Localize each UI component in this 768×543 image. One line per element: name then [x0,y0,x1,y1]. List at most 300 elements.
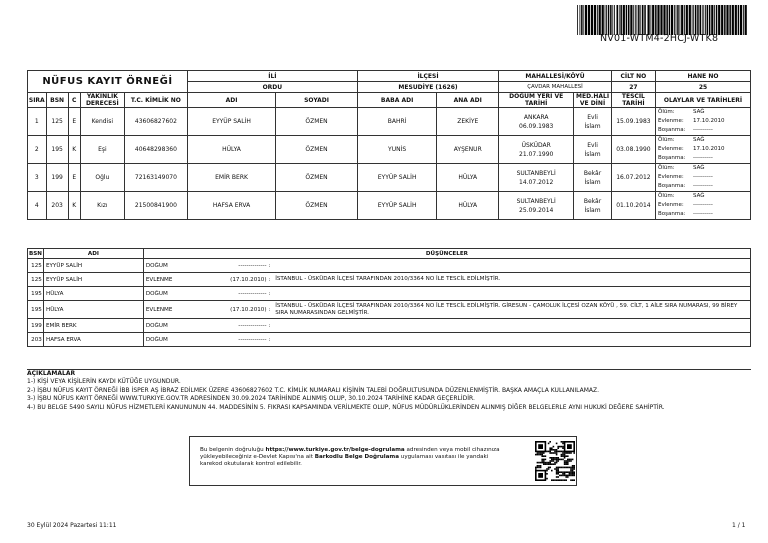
qr-module [557,447,559,449]
cell-tc-no: 72163149070 [124,164,187,192]
marital-status: Bekâr [583,169,602,177]
note-olay: EVLENME [143,301,203,319]
barcode-bar [583,5,584,35]
qr-module [565,479,567,481]
religion: İslam [584,122,601,130]
qr-module [538,467,540,469]
verification-url-link[interactable]: https://www.turkiye.gov.tr/belge-dogrulama [265,447,405,453]
col-adi: ADI [187,93,275,108]
qr-module [562,454,564,456]
qr-module [557,471,559,473]
barcode-bar [638,5,640,35]
explanations-section [27,369,751,412]
barcode-bar [669,5,671,35]
qr-module [561,471,563,473]
cell-ana-adi: AYŞENUR [437,136,499,164]
death-status: SAĞ [692,137,705,143]
cell-tescil: 03.08.1990 [611,136,655,164]
qr-module [541,454,543,456]
barcode-bar [740,5,742,35]
qr-module [556,467,558,469]
barcode-bar [597,5,598,35]
qr-module [546,470,548,472]
qr-module [562,447,564,449]
qr-module [556,449,558,451]
note-adi: EMİR BERK [43,319,143,333]
col-ana: ANA ADI [437,93,499,108]
qr-module [545,459,547,461]
note-bsn: 195 [28,301,44,319]
barcode-bar [651,5,652,35]
notes-table [27,248,751,347]
qr-module [551,460,553,462]
qr-module [572,470,574,472]
note-adi: EYYÜP SALİH [43,273,143,287]
barcode-bar [602,5,604,35]
barcode-bar [711,5,713,35]
marriage-date: 17.10.2010 [692,118,725,124]
qr-module [570,460,572,462]
cell-sira: 2 [28,136,47,164]
divorce-date: ---------- [692,211,713,217]
cell-ana-adi: HÜLYA [437,164,499,192]
qr-module [564,471,566,473]
cell-adi: HAFSA ERVA [187,192,275,220]
qr-module [548,443,550,445]
cell-yakinlik: Eşi [80,136,124,164]
qr-module [572,471,574,473]
cell-bsn: 125 [46,108,68,136]
event-label: Ölüm: [657,165,675,171]
event-label: Boşanma: [657,127,686,133]
barcode-bar [620,5,622,35]
qr-module [561,459,563,461]
qr-module [564,460,566,462]
qr-module [551,452,553,454]
person-row [28,192,751,220]
col-baba: BABA ADI [357,93,436,108]
qr-module [553,459,555,461]
qr-module [570,470,572,472]
qr-module [543,462,545,464]
qr-module [538,444,543,449]
qr-module [535,454,537,456]
cell-tc-no: 40648298360 [124,136,187,164]
col-medeni: MED.HALİ VE DİNİ [574,93,612,108]
note-row [28,273,751,287]
cell-sira: 4 [28,192,47,220]
event-label: Boşanma: [657,211,686,217]
qr-module [557,470,559,472]
qr-module [565,463,567,465]
note-olay: DOĞUM [143,259,203,273]
barcode-bar [660,5,662,35]
qr-module [551,457,553,459]
qr-module [573,475,575,477]
note-adi: EYYÜP SALİH [43,259,143,273]
barcode-bar [680,5,681,35]
qr-module [543,460,545,462]
qr-module [554,457,556,459]
qr-module [549,462,551,464]
cell-medeni [574,108,612,136]
qr-module [565,460,567,462]
event-label: Ölüm: [657,193,675,199]
note-row [28,259,751,273]
note-tarih: -------------- : [203,319,273,333]
qr-module [561,479,563,481]
barcode-bar [599,5,601,35]
barcode-bar [738,5,740,35]
cell-dogum [499,136,574,164]
religion: İslam [584,178,601,186]
cell-tc-no: 21500841900 [124,192,187,220]
barcode-bar [700,5,702,35]
cell-ana-adi: ZEKİYE [437,108,499,136]
person-row [28,136,751,164]
qr-module [570,473,572,475]
notes-col-dusunceler: DÜŞÜNCELER [143,249,750,259]
note-aciklama [273,319,750,333]
qr-module [546,478,548,480]
qr-module [562,451,564,453]
qr-module [564,452,566,454]
qr-module [554,449,556,451]
marriage-date: ---------- [692,174,713,180]
qr-module [564,463,566,465]
qr-module [561,441,563,443]
qr-module [573,452,575,454]
qr-module [562,473,564,475]
qr-module [548,462,550,464]
birth-date: 21.07.1990 [519,150,554,158]
qr-module [565,475,567,477]
barcode-bar [702,5,703,35]
barcode-bar [692,5,693,35]
qr-module [564,473,566,475]
qr-module [561,446,563,448]
qr-module [556,459,558,461]
cell-dogum [499,192,574,220]
qr-module [561,451,563,453]
qr-module [535,467,537,469]
qr-module [556,457,558,459]
qr-module [557,473,559,475]
qr-module [553,479,555,481]
qr-module [541,452,543,454]
note-tarih: (17.10.2010) : [203,301,273,319]
qr-module [572,479,574,481]
barcode-bar [663,5,665,35]
barcode-bar [581,5,583,35]
barcode-bar [612,5,613,35]
event-label: Ölüm: [657,109,675,115]
qr-module [538,454,540,456]
qr-module [567,476,569,478]
qr-module [543,459,545,461]
barcode-bar [714,5,715,35]
qr-module [562,441,564,443]
cell-sira: 3 [28,164,47,192]
qr-module [565,467,567,469]
qr-module [549,449,551,451]
barcode-bar [633,5,634,35]
qr-module [556,460,558,462]
qr-module [556,451,558,453]
qr-module [572,475,574,477]
birth-place: SULTANBEYLİ [516,197,556,205]
qr-module [573,473,575,475]
barcode-bar [605,5,606,35]
birth-date: 14.07.2012 [519,178,554,186]
qr-module [565,455,567,457]
barcode-bar [628,5,630,35]
qr-module [537,465,539,467]
qr-module [572,467,574,469]
qr-module [541,460,543,462]
barcode-bar [614,5,615,35]
verify-text-part: Bu belgenin doğruluğu [200,447,266,453]
birth-date: 06.09.1983 [519,122,554,130]
document-code: NV01-WTM4-2HCJ-WTK8 [600,33,719,44]
barcode-bar [671,5,673,35]
barcode-bar [577,5,578,35]
cell-medeni [574,136,612,164]
note-olay: DOĞUM [143,319,203,333]
qr-module [537,467,539,469]
barcode-bar [718,5,720,35]
qr-module [538,473,543,478]
qr-module [543,463,545,465]
qr-module [572,459,574,461]
marital-status: Evli [587,113,598,121]
cell-cinsiyet: K [68,136,80,164]
qr-module [537,462,539,464]
barcode-bar [674,5,675,35]
barcode-bar [652,5,654,35]
qr-module [538,465,540,467]
barcode-bar [644,5,646,35]
cell-baba-adi: EYYÜP SALİH [357,164,436,192]
qr-module [564,457,566,459]
qr-module [564,462,566,464]
cell-baba-adi: EYYÜP SALİH [357,192,436,220]
qr-module [546,451,548,453]
qr-module [540,462,542,464]
cell-yakinlik: Kızı [80,192,124,220]
cell-soyadi: ÖZMEN [276,164,358,192]
religion: İslam [584,206,601,214]
cell-olaylar [655,192,750,220]
marital-status: Bekâr [583,197,602,205]
barcode-bar [745,5,747,35]
qr-module [545,462,547,464]
qr-module [567,475,569,477]
qr-module [556,462,558,464]
qr-module [549,451,551,453]
barcode-bar [709,5,711,35]
qr-module [562,459,564,461]
qr-module [573,479,575,481]
cilt-label: CİLT NO [611,71,655,82]
qr-module [551,470,553,472]
barcode-bar [642,5,644,35]
barcode-bar [608,5,610,35]
event-label: Evlenme: [657,174,684,180]
qr-module [562,446,564,448]
col-tc: T.C. KİMLİK NO [124,93,187,108]
qr-module [535,468,537,470]
qr-module [567,444,572,449]
verify-app-name: Barkodlu Belge Doğrulama [314,454,399,460]
qr-module [553,457,555,459]
qr-module [562,471,564,473]
qr-module [538,452,540,454]
qr-module [567,452,569,454]
religion: İslam [584,150,601,158]
il-value: ORDU [187,82,357,93]
qr-module [570,467,572,469]
col-yakinlik: YAKINLIK DERECESİ [80,93,124,108]
qr-module [564,467,566,469]
qr-code-icon [535,441,575,481]
qr-module [564,475,566,477]
cell-olaylar [655,108,750,136]
death-status: SAĞ [692,165,705,171]
qr-module [556,473,558,475]
qr-module [549,457,551,459]
marriage-date: 17.10.2010 [692,146,725,152]
note-bsn: 125 [28,273,44,287]
barcode-bar [588,5,590,35]
qr-module [554,462,556,464]
barcode-bar [655,5,657,35]
verification-text [200,447,500,468]
qr-module [567,463,569,465]
qr-module [561,467,563,469]
divorce-date: ---------- [692,155,713,161]
qr-module [551,459,553,461]
cell-adi: HÜLYA [187,136,275,164]
qr-module [548,467,550,469]
barcode-bar [693,5,694,35]
note-aciklama: İSTANBUL - ÜSKÜDAR İLÇESİ TARAFINDAN 2010/3364 NO İLE TESCİL EDİLMİŞTİR. [273,273,750,287]
barcode-bar [684,5,685,35]
qr-module [565,462,567,464]
il-label: İLİ [187,71,357,82]
cell-soyadi: ÖZMEN [276,136,358,164]
event-label: Boşanma: [657,155,686,161]
barcode-bar [648,5,650,35]
qr-module [557,457,559,459]
note-olay: DOĞUM [143,287,203,301]
cell-olaylar [655,136,750,164]
mahalle-value: ÇAVDAR MAHALLESİ [499,82,612,93]
note-row [28,333,751,347]
qr-module [557,451,559,453]
cell-yakinlik: Kendisi [80,108,124,136]
note-bsn: 203 [28,333,44,347]
barcode-bar [626,5,628,35]
qr-module [545,463,547,465]
qr-module [546,468,548,470]
note-aciklama [273,259,750,273]
birth-place: ÜSKÜDAR [521,141,551,149]
qr-module [569,473,571,475]
qr-module [569,467,571,469]
note-tarih: -------------- : [203,287,273,301]
qr-module [562,452,564,454]
qr-module [559,467,561,469]
cell-cinsiyet: E [68,108,80,136]
cell-yakinlik: Oğlu [80,164,124,192]
barcode-bar [726,5,728,35]
barcode-bar [617,5,619,35]
qr-module [562,467,564,469]
marriage-date: ---------- [692,202,713,208]
qr-module [551,447,553,449]
qr-module [551,479,553,481]
qr-module [559,446,561,448]
event-label: Ölüm: [657,137,675,143]
qr-module [565,471,567,473]
note-adi: HAFSA ERVA [43,333,143,347]
qr-module [557,468,559,470]
explanations-title: AÇIKLAMALAR [27,370,76,377]
barcode-bar [732,5,734,35]
note-adi: HÜLYA [43,301,143,319]
qr-module [569,475,571,477]
qr-module [548,468,550,470]
qr-module [554,479,556,481]
qr-module [556,471,558,473]
barcode-bar [724,5,726,35]
qr-module [549,460,551,462]
qr-module [556,479,558,481]
note-tarih: -------------- : [203,333,273,347]
qr-module [559,459,561,461]
barcode-bar [657,5,659,35]
event-label: Evlenme: [657,118,684,124]
event-label: Boşanma: [657,183,686,189]
cell-soyadi: ÖZMEN [276,108,358,136]
cell-bsn: 195 [46,136,68,164]
cell-tc-no: 43606827602 [124,108,187,136]
qr-module [540,452,542,454]
qr-module [559,475,561,477]
qr-module [559,451,561,453]
cell-bsn: 203 [46,192,68,220]
qr-module [573,465,575,467]
qr-module [551,463,553,465]
barcode-bar [666,5,668,35]
barcode-bar [623,5,625,35]
qr-module [549,447,551,449]
col-olaylar: OLAYLAR VE TARİHLERİ [655,93,750,108]
qr-module [567,467,569,469]
cell-tescil: 15.09.1983 [611,108,655,136]
qr-module [570,475,572,477]
qr-module [549,441,551,443]
cell-soyadi: ÖZMEN [276,192,358,220]
hane-value: 25 [655,82,750,93]
cell-baba-adi: YUNİS [357,136,436,164]
explanation-item: 1-) KİŞİ VEYA KİŞİLERİN KAYDI KÜTÜĞE UYGUNDUR. [27,378,181,386]
hane-label: HANE NO [655,71,750,82]
note-row [28,301,751,319]
barcode-bar [610,5,612,35]
cilt-value: 27 [611,82,655,93]
